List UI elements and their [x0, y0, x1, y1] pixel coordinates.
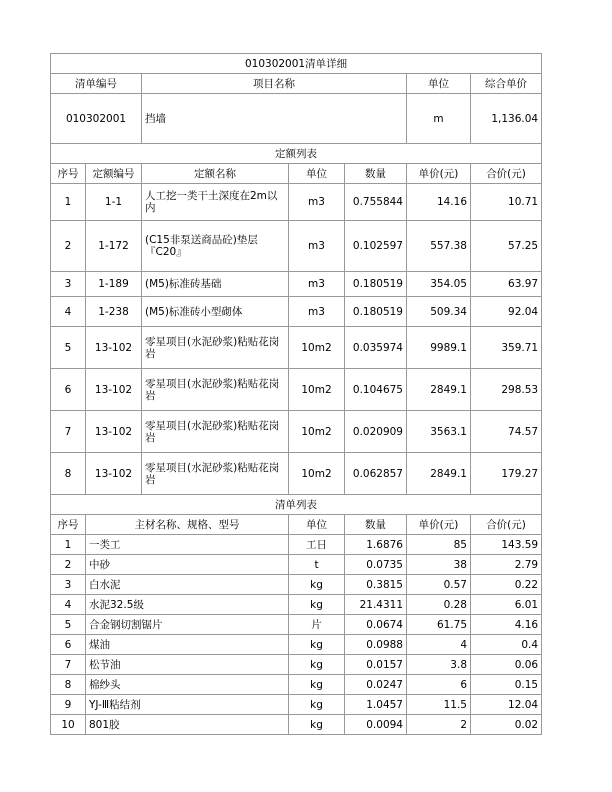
- quota-unit: m3: [289, 221, 345, 272]
- quota-code: 1-238: [86, 297, 142, 327]
- quota-price: 2849.1: [407, 369, 471, 411]
- col-header: 序号: [51, 515, 86, 535]
- material-total: 6.01: [471, 595, 542, 615]
- quota-price: 9989.1: [407, 327, 471, 369]
- quota-unit: 10m2: [289, 453, 345, 495]
- material-total: 143.59: [471, 535, 542, 555]
- material-unit: kg: [289, 695, 345, 715]
- material-price: 6: [407, 675, 471, 695]
- col-header: 合价(元): [471, 515, 542, 535]
- quota-unit: 10m2: [289, 327, 345, 369]
- quota-no: 2: [51, 221, 86, 272]
- material-unit: 工日: [289, 535, 345, 555]
- quota-qty: 0.755844: [345, 184, 407, 221]
- material-total: 0.22: [471, 575, 542, 595]
- material-no: 2: [51, 555, 86, 575]
- col-header: 单位: [289, 164, 345, 184]
- quota-name: (C15非泵送商品砼)垫层『C20』: [142, 221, 289, 272]
- material-no: 9: [51, 695, 86, 715]
- quota-qty: 0.180519: [345, 297, 407, 327]
- materials-header-row: [51, 515, 542, 535]
- quota-row: [51, 221, 542, 272]
- material-unit: kg: [289, 635, 345, 655]
- quota-no: 7: [51, 411, 86, 453]
- material-name: 棉纱头: [86, 675, 289, 695]
- quota-qty: 0.180519: [345, 272, 407, 297]
- quota-qty: 0.062857: [345, 453, 407, 495]
- col-header: 定额名称: [142, 164, 289, 184]
- material-qty: 0.0247: [345, 675, 407, 695]
- material-name: 一类工: [86, 535, 289, 555]
- quota-code: 1-1: [86, 184, 142, 221]
- material-price: 61.75: [407, 615, 471, 635]
- material-unit: kg: [289, 595, 345, 615]
- material-price: 0.28: [407, 595, 471, 615]
- col-header: 合价(元): [471, 164, 542, 184]
- quota-total: 298.53: [471, 369, 542, 411]
- quota-unit: 10m2: [289, 369, 345, 411]
- quota-name: 零星项目(水泥砂浆)粘贴花岗岩: [142, 411, 289, 453]
- material-total: 4.16: [471, 615, 542, 635]
- quota-name: 零星项目(水泥砂浆)粘贴花岗岩: [142, 327, 289, 369]
- material-unit: kg: [289, 675, 345, 695]
- quota-unit: 10m2: [289, 411, 345, 453]
- code-label: 清单编号: [51, 74, 142, 94]
- item-name: 挡墙: [142, 94, 407, 144]
- material-row: [51, 555, 542, 575]
- material-total: 0.4: [471, 635, 542, 655]
- quota-total: 10.71: [471, 184, 542, 221]
- material-no: 6: [51, 635, 86, 655]
- material-no: 7: [51, 655, 86, 675]
- quota-no: 4: [51, 297, 86, 327]
- material-total: 0.02: [471, 715, 542, 735]
- col-header: 数量: [345, 164, 407, 184]
- material-row: [51, 595, 542, 615]
- material-row: [51, 635, 542, 655]
- col-header: 主材名称、规格、型号: [86, 515, 289, 535]
- quota-price: 509.34: [407, 297, 471, 327]
- material-qty: 0.0674: [345, 615, 407, 635]
- material-price: 85: [407, 535, 471, 555]
- quota-qty: 0.104675: [345, 369, 407, 411]
- quota-qty: 0.035974: [345, 327, 407, 369]
- quota-row: [51, 453, 542, 495]
- col-header: 序号: [51, 164, 86, 184]
- material-unit: t: [289, 555, 345, 575]
- material-no: 4: [51, 595, 86, 615]
- material-name: 合金钢切割锯片: [86, 615, 289, 635]
- quota-section-title: 定额列表: [51, 144, 542, 164]
- col-header: 单位: [289, 515, 345, 535]
- quota-row: [51, 297, 542, 327]
- material-qty: 21.4311: [345, 595, 407, 615]
- quota-price: 557.38: [407, 221, 471, 272]
- bill-detail-table: [50, 53, 542, 735]
- material-name: 煤油: [86, 635, 289, 655]
- material-no: 10: [51, 715, 86, 735]
- material-qty: 1.6876: [345, 535, 407, 555]
- quota-no: 8: [51, 453, 86, 495]
- quota-row: [51, 184, 542, 221]
- quota-total: 57.25: [471, 221, 542, 272]
- material-name: 松节油: [86, 655, 289, 675]
- material-price: 11.5: [407, 695, 471, 715]
- item-unit: m: [407, 94, 471, 144]
- material-qty: 0.0735: [345, 555, 407, 575]
- quota-unit: m3: [289, 184, 345, 221]
- material-no: 1: [51, 535, 86, 555]
- quota-total: 359.71: [471, 327, 542, 369]
- quota-code: 13-102: [86, 327, 142, 369]
- quota-total: 74.57: [471, 411, 542, 453]
- quota-code: 1-189: [86, 272, 142, 297]
- material-name: 水泥32.5级: [86, 595, 289, 615]
- material-no: 3: [51, 575, 86, 595]
- material-price: 3.8: [407, 655, 471, 675]
- quota-no: 5: [51, 327, 86, 369]
- quota-code: 13-102: [86, 411, 142, 453]
- material-row: [51, 655, 542, 675]
- material-row: [51, 715, 542, 735]
- material-price: 0.57: [407, 575, 471, 595]
- material-row: [51, 575, 542, 595]
- material-row: [51, 695, 542, 715]
- quota-price: 354.05: [407, 272, 471, 297]
- col-header: 单价(元): [407, 515, 471, 535]
- quota-name: (M5)标准砖小型砌体: [142, 297, 289, 327]
- quota-total: 63.97: [471, 272, 542, 297]
- quota-row: [51, 327, 542, 369]
- material-qty: 0.0157: [345, 655, 407, 675]
- page-title: 010302001清单详细: [51, 54, 542, 74]
- material-row: [51, 675, 542, 695]
- quota-row: [51, 411, 542, 453]
- material-unit: 片: [289, 615, 345, 635]
- quota-row: [51, 272, 542, 297]
- material-price: 2: [407, 715, 471, 735]
- quota-total: 179.27: [471, 453, 542, 495]
- material-name: 801胶: [86, 715, 289, 735]
- quota-price: 3563.1: [407, 411, 471, 453]
- quota-name: (M5)标准砖基础: [142, 272, 289, 297]
- quota-qty: 0.020909: [345, 411, 407, 453]
- col-header: 定额编号: [86, 164, 142, 184]
- material-qty: 0.3815: [345, 575, 407, 595]
- quota-qty: 0.102597: [345, 221, 407, 272]
- material-total: 0.06: [471, 655, 542, 675]
- material-price: 38: [407, 555, 471, 575]
- material-unit: kg: [289, 575, 345, 595]
- material-qty: 1.0457: [345, 695, 407, 715]
- material-qty: 0.0094: [345, 715, 407, 735]
- quota-code: 13-102: [86, 453, 142, 495]
- quota-name: 人工挖一类干土深度在2m以内: [142, 184, 289, 221]
- materials-section-title: 清单列表: [51, 495, 542, 515]
- quota-no: 1: [51, 184, 86, 221]
- material-row: [51, 535, 542, 555]
- quota-unit: m3: [289, 297, 345, 327]
- material-unit: kg: [289, 655, 345, 675]
- material-no: 8: [51, 675, 86, 695]
- material-row: [51, 615, 542, 635]
- name-label: 项目名称: [142, 74, 407, 94]
- material-qty: 0.0988: [345, 635, 407, 655]
- material-name: 白水泥: [86, 575, 289, 595]
- quota-unit: m3: [289, 272, 345, 297]
- quota-header-row: [51, 164, 542, 184]
- price-label: 综合单价: [471, 74, 542, 94]
- item-price: 1,136.04: [471, 94, 542, 144]
- quota-name: 零星项目(水泥砂浆)粘贴花岗岩: [142, 453, 289, 495]
- material-name: YJ-Ⅲ粘结剂: [86, 695, 289, 715]
- quota-row: [51, 369, 542, 411]
- quota-total: 92.04: [471, 297, 542, 327]
- item-code: 010302001: [51, 94, 142, 144]
- bill-header-row: [51, 74, 542, 94]
- material-total: 2.79: [471, 555, 542, 575]
- material-name: 中砂: [86, 555, 289, 575]
- quota-price: 14.16: [407, 184, 471, 221]
- quota-price: 2849.1: [407, 453, 471, 495]
- unit-label: 单位: [407, 74, 471, 94]
- material-no: 5: [51, 615, 86, 635]
- quota-code: 13-102: [86, 369, 142, 411]
- quota-no: 3: [51, 272, 86, 297]
- material-unit: kg: [289, 715, 345, 735]
- quota-name: 零星项目(水泥砂浆)粘贴花岗岩: [142, 369, 289, 411]
- col-header: 数量: [345, 515, 407, 535]
- material-price: 4: [407, 635, 471, 655]
- col-header: 单价(元): [407, 164, 471, 184]
- bill-item-row: [51, 94, 542, 144]
- material-total: 0.15: [471, 675, 542, 695]
- material-total: 12.04: [471, 695, 542, 715]
- quota-no: 6: [51, 369, 86, 411]
- quota-code: 1-172: [86, 221, 142, 272]
